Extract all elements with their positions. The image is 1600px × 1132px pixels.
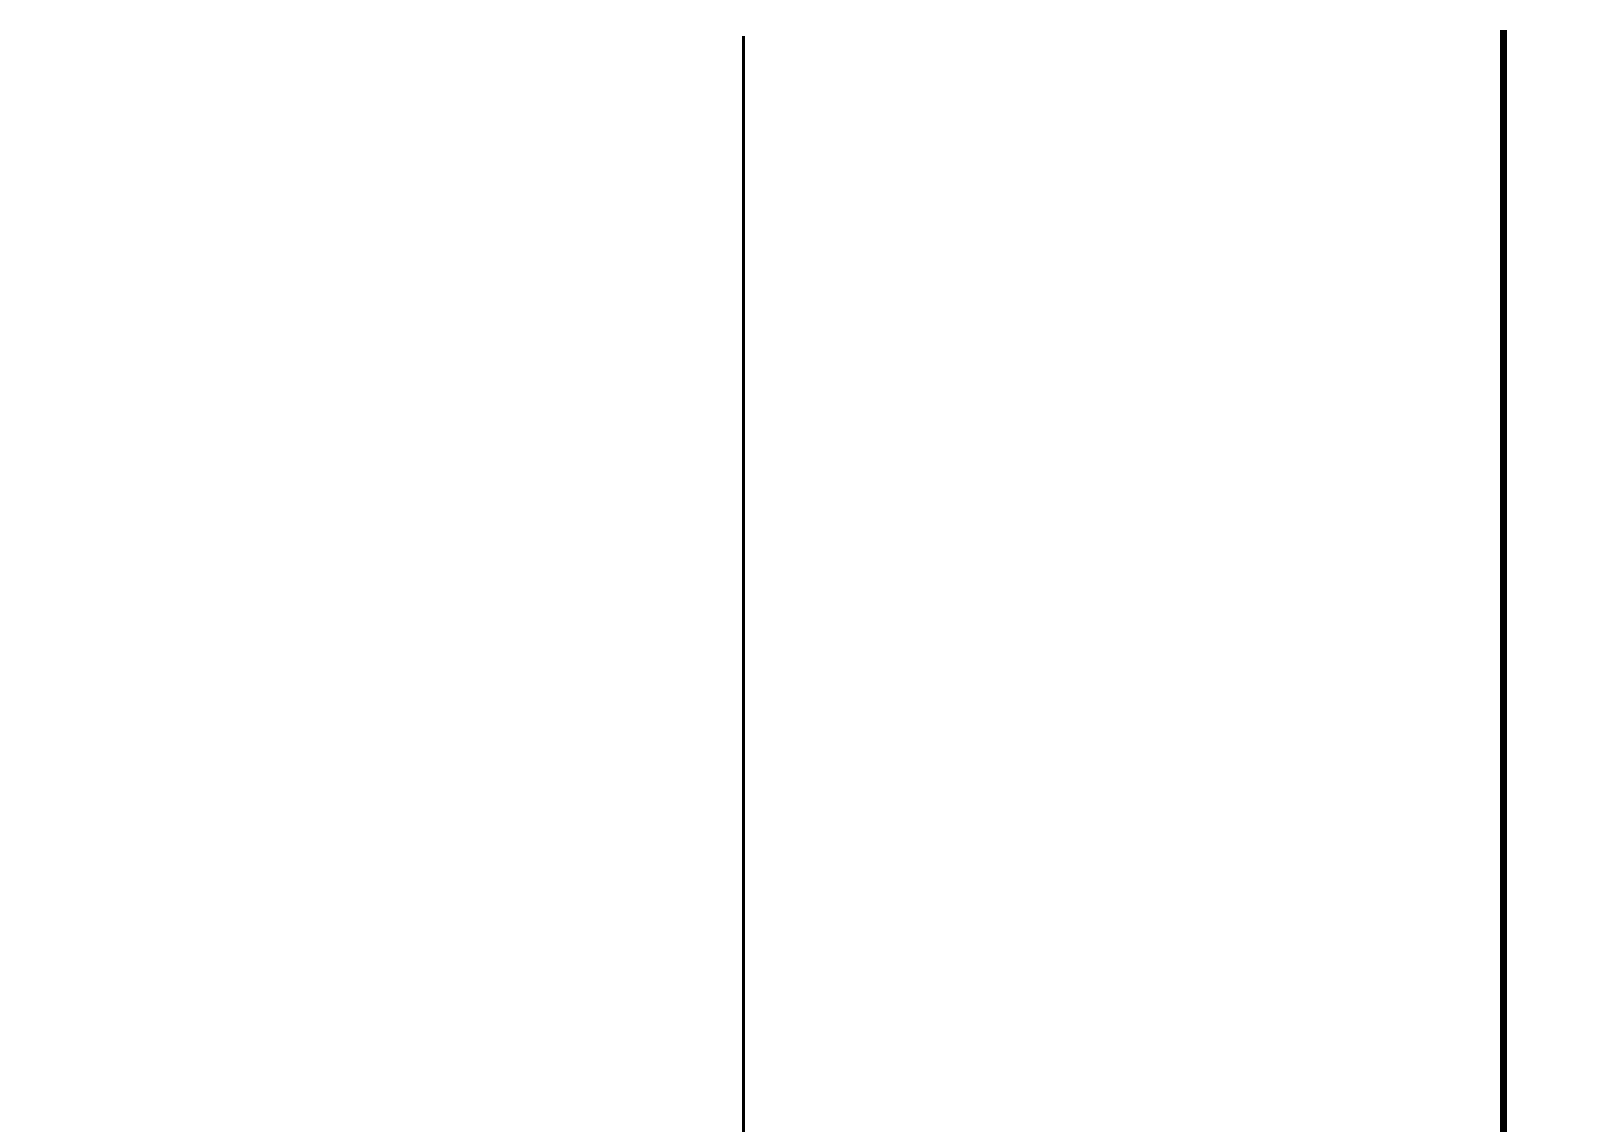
page-gutter-divider — [742, 36, 745, 1132]
page-edge-divider — [1500, 30, 1507, 1132]
